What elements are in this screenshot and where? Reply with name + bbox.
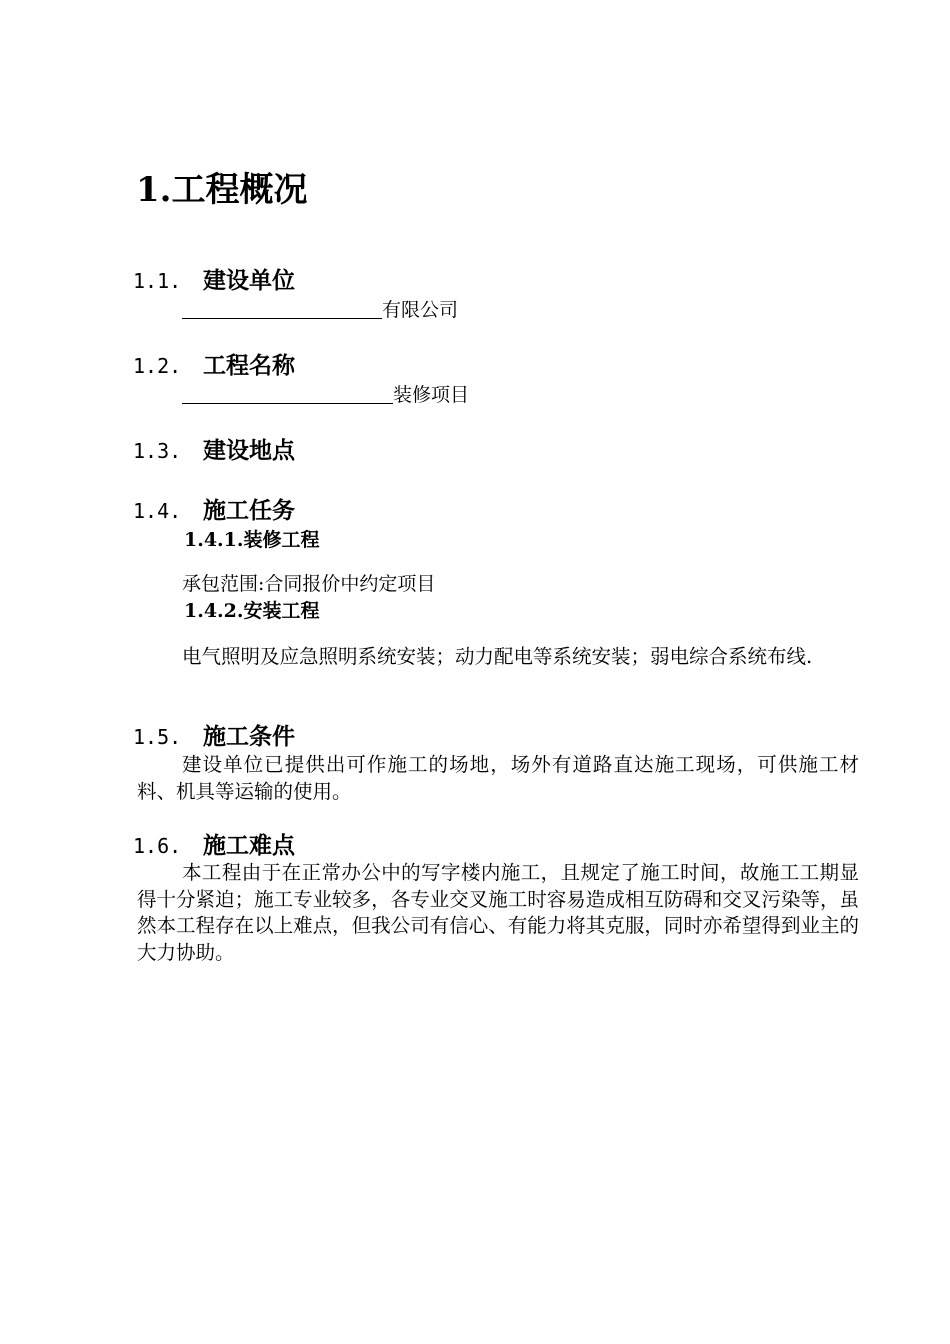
project-name-blank <box>182 381 393 404</box>
project-name-line <box>182 381 469 408</box>
section-title: 建设地点 <box>203 437 295 464</box>
section-number: 1.1. <box>133 269 182 293</box>
project-name-suffix: 装修项目 <box>393 384 470 406</box>
section-number: 1.4. <box>133 499 182 523</box>
difficulties-paragraph: 本工程由于在正常办公中的写字楼内施工，且规定了施工时间，故施工工期显得十分紧迫；施工专业较多，各专业交叉施工时容易造成相互防碍和交叉污染等，虽然本工程存在以上难点，但我公司有信心、有能力将其克服，同时亦希望得到业主的大力协助。 <box>137 861 859 964</box>
section-number: 1.5. <box>133 725 182 749</box>
client-name-suffix: 有限公司 <box>382 299 459 321</box>
section-heading-1-2 <box>133 351 295 381</box>
contract-scope-text: 承包范围:合同报价中约定项目 <box>182 573 436 595</box>
section-heading-1-6 <box>133 831 295 861</box>
section-title: 建设单位 <box>203 267 295 294</box>
section-number: 1.3. <box>133 439 182 463</box>
section-number: 1.2. <box>133 354 182 378</box>
chapter-title: 工程概况 <box>171 170 308 210</box>
section-heading-1-1 <box>133 266 295 296</box>
section-title: 施工条件 <box>203 723 295 750</box>
subsection-heading-1-4-1: 1.4.1.装修工程 <box>184 529 320 551</box>
subsection-heading-1-4-2: 1.4.2.安装工程 <box>184 600 320 622</box>
section-title: 施工任务 <box>203 497 295 524</box>
section-title: 工程名称 <box>203 352 295 379</box>
section-number: 1.6. <box>133 834 182 858</box>
section-heading-1-5 <box>133 722 295 752</box>
chapter-heading <box>136 168 308 212</box>
section-heading-1-4 <box>133 496 295 526</box>
installation-scope-paragraph: 电气照明及应急照明系统安装；动力配电等系统安装；弱电综合系统布线. <box>182 645 813 668</box>
section-title: 施工难点 <box>203 832 295 859</box>
chapter-number: 1. <box>136 170 172 210</box>
client-name-blank <box>182 296 382 319</box>
client-name-line <box>182 296 458 323</box>
section-heading-1-3 <box>133 436 295 466</box>
site-conditions-paragraph: 建设单位已提供出可作施工的场地，场外有道路直达施工现场，可供施工材料、机具等运输的使用。 <box>137 753 859 803</box>
